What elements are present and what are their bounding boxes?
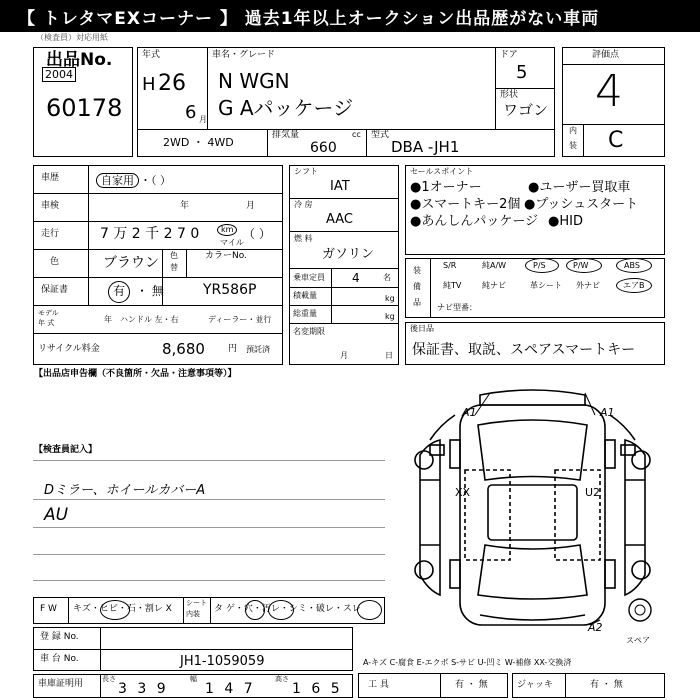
seat-label-2: 内装 <box>186 610 200 618</box>
damage-xx: XX <box>455 486 471 499</box>
year-value: 26 <box>158 71 186 96</box>
capacity-unit: 名 <box>383 273 391 282</box>
score-label: 評価点 <box>592 50 620 60</box>
sheet-title: 【 トレタマEXコーナー 】 過去1年以上オークション出品歴がない車両 <box>0 0 700 32</box>
interior-label-2: 装 <box>569 141 577 150</box>
interior-label-1: 内 <box>569 126 577 135</box>
damage-u2: U2 <box>585 486 601 499</box>
warranty-label: 保証書 <box>41 285 69 295</box>
capacity-label: 乗車定員 <box>293 273 325 282</box>
color-value: ブラウン <box>103 255 159 271</box>
shift-value: IAT <box>330 179 350 194</box>
color-change-2: 替 <box>170 263 178 272</box>
year-label: 年式 <box>142 50 161 60</box>
damage-legend: A-キズ C-腐食 E-エクボ S-サビ U-凹ミ W-補修 XX-交換済 <box>363 658 572 667</box>
load-label: 積載量 <box>293 291 317 300</box>
handle-side: ハンドル 左・右 <box>120 315 179 324</box>
equip-ext-navi: 外ナビ <box>576 281 600 290</box>
cooler-label: 冷 房 <box>294 200 313 209</box>
displacement-unit: cc <box>352 130 361 139</box>
navi-model-label: ナビ型番： <box>437 303 477 312</box>
selling-point: ●あんしんパッケージ <box>410 214 539 229</box>
mileage-km: km <box>221 225 234 234</box>
damage-a2: A2 <box>588 621 603 634</box>
shaken-label: 車検 <box>41 201 60 211</box>
model-year-label-1: モデル <box>38 309 59 317</box>
selling-points-label: セールスポイント <box>410 167 474 176</box>
year-era: H <box>142 74 156 95</box>
load-unit: kg <box>385 294 395 303</box>
sheet-subtitle: （検査員）対応用紙 <box>36 33 108 42</box>
width-value: 1 4 7 <box>205 681 256 697</box>
weight-label: 総重量 <box>293 309 317 318</box>
displacement-label: 排気量 <box>272 130 300 140</box>
recycle-label: リサイクル料金 <box>38 344 100 354</box>
length-label: 長さ <box>102 675 116 683</box>
chassis-number: JH1-1059059 <box>180 654 265 669</box>
equip-pw: P/W <box>573 261 589 270</box>
fw-label: F W <box>40 604 57 614</box>
equip-tv: 純TV <box>443 281 462 290</box>
door-label: ドア <box>500 50 518 60</box>
deadline-label: 名変期限 <box>293 327 325 336</box>
equip-ps: P/S <box>533 261 546 270</box>
registration-label: 登 録 No. <box>40 632 79 642</box>
tools-label: 工 具 <box>368 680 389 690</box>
history-label: 車歴 <box>41 173 60 183</box>
equip-abs: ABS <box>624 261 640 270</box>
equip-alloy: 純A/W <box>482 261 507 270</box>
damage-a1-left: A1 <box>462 406 477 419</box>
equip-leather: 革シート <box>530 281 562 290</box>
model-name: N WGN <box>218 69 290 93</box>
fw-items: キズ・ヒビ・石・割レ X <box>73 604 172 614</box>
equip-airbag: エアB <box>623 281 645 290</box>
model-grade: G Aパッケージ <box>218 96 354 120</box>
cooler-value: AAC <box>326 212 353 227</box>
selling-point: ●1オーナー <box>410 180 482 195</box>
dealer-import: ディーラー・並行 <box>208 315 272 324</box>
spare-tire-label: スペア <box>626 636 650 645</box>
car-damage-diagram <box>400 385 665 645</box>
selling-point: ●HID <box>548 214 583 229</box>
remarks-label: 【出品店申告欄（不良箇所・欠品・注意事項等）】 <box>34 369 237 379</box>
mileage-paren: （ ） <box>243 227 271 241</box>
deadline-day: 日 <box>385 351 393 360</box>
inspector-label: 【検査員記入】 <box>34 445 98 455</box>
interior-value: C <box>608 128 624 153</box>
displacement-value: 660 <box>310 140 337 156</box>
history-value: 自家用 <box>96 173 139 188</box>
jack-label: ジャッキ <box>517 680 553 690</box>
fuel-value: ガソリン <box>322 247 375 262</box>
year-month-unit: 月 <box>199 115 207 124</box>
equipment-label-1: 装 <box>413 266 421 275</box>
type-value: DBA -JH1 <box>391 138 460 156</box>
drive-value: 2WD ・ 4WD <box>163 136 234 149</box>
warranty-yes: 有 <box>113 284 126 298</box>
door-value: 5 <box>516 62 528 83</box>
model-year-year: 年 <box>104 315 112 324</box>
model-label: 車名・グレード <box>212 50 276 60</box>
lot-tag: 2004 <box>42 67 76 82</box>
warranty-no: ・ 無 <box>136 284 164 298</box>
length-value: 3 3 9 <box>118 681 169 697</box>
equip-sr: S/R <box>443 261 457 270</box>
damage-a1-right: A1 <box>600 406 615 419</box>
mileage-mile: マイル <box>220 238 244 247</box>
color-label: 色 <box>50 257 60 267</box>
height-value: 1 6 5 <box>292 681 343 697</box>
lot-label: 出品No. <box>46 50 113 70</box>
year-month: 6 <box>185 102 197 123</box>
model-year-label-2: 年 式 <box>38 319 55 327</box>
inspector-note-2: AU <box>44 505 69 525</box>
mileage-digits: 7 万 2 千 2 7 0 <box>100 226 200 242</box>
fuel-label: 燃 料 <box>294 234 313 243</box>
seat-label-1: シート <box>186 599 207 607</box>
deadline-month: 月 <box>340 351 348 360</box>
equip-navi: 純ナビ <box>482 281 506 290</box>
selling-point: ●プッシュスタート <box>524 197 639 212</box>
shaken-month: 月 <box>246 201 256 211</box>
history-rest: ・（ ） <box>140 174 171 187</box>
color-number-label: カラーNo. <box>205 251 247 261</box>
attachments-label: 後日品 <box>410 324 434 333</box>
seat-items: タ ゲ・穴・汚レ・シミ・破レ・スレ <box>214 604 361 614</box>
mileage-label: 走行 <box>41 229 60 239</box>
equipment-label-2: 備 <box>413 282 421 291</box>
lot-number: 60178 <box>46 94 123 122</box>
recycle-value: 8,680 <box>162 340 205 358</box>
selling-point: ●ユーザー買取車 <box>528 180 631 195</box>
tools-value: 有 ・ 無 <box>455 680 488 690</box>
inspector-note-1: Dミラー、ホイールカバーA <box>44 483 206 498</box>
weight-unit: kg <box>385 312 395 321</box>
jack-value: 有 ・ 無 <box>590 680 623 690</box>
height-label: 高さ <box>275 675 289 683</box>
garage-cert-label: 車庫証明用 <box>38 679 84 689</box>
width-label: 幅 <box>190 675 197 683</box>
shift-label: シフト <box>294 167 318 176</box>
shape-value: ワゴン <box>503 101 549 119</box>
chassis-label: 車 台 No. <box>40 654 79 664</box>
equipment-label-3: 品 <box>413 298 421 307</box>
selling-point: ●スマートキー2個 <box>410 197 521 212</box>
color-number: YR586P <box>203 282 257 298</box>
recycle-note: 預託済 <box>246 345 270 354</box>
shape-label: 形状 <box>500 90 519 100</box>
capacity-value: 4 <box>352 271 360 285</box>
shaken-year: 年 <box>180 201 190 211</box>
color-change-1: 色 <box>170 251 178 260</box>
type-label: 型式 <box>371 130 390 140</box>
recycle-unit: 円 <box>228 344 238 354</box>
attachments-value: 保証書、取説、スペアスマートキー <box>412 342 636 358</box>
score-value: 4 <box>595 66 623 117</box>
